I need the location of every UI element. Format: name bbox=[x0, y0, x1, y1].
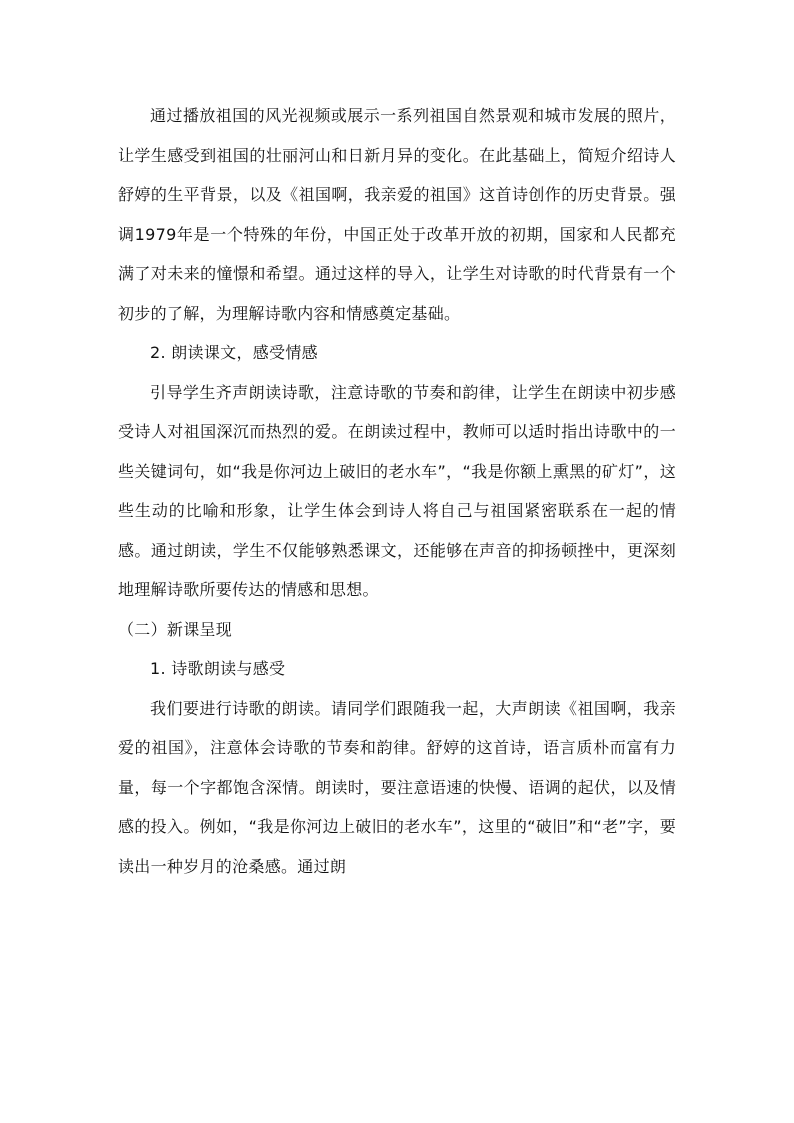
subheading-poem-reading: 1. 诗歌朗读与感受 bbox=[150, 659, 286, 678]
body-paragraph-poem-reading: 我们要进行诗歌的朗读。请同学们跟随我一起，大声朗读《祖国啊，我亲爱的祖国》，注意体会诗歌的节奏和韵律。舒婷的这首诗，语言质朴而富有力量，每一个字都饱含深情。朗读时，要注意语速的快慢、语调的起伏，以及情感的投入。例如，“我是你河边上破旧的老水车”，这里的“破旧”和“老”字，要读出一种岁月的沧桑感。通过朗 bbox=[118, 698, 676, 876]
document-body bbox=[118, 96, 676, 886]
subheading-read-text: 2. 朗读课文，感受情感 bbox=[150, 343, 318, 362]
body-paragraph-intro: 通过播放祖国的风光视频或展示一系列祖国自然景观和城市发展的照片，让学生感受到祖国的壮丽河山和日新月异的变化。在此基础上，简短介绍诗人舒婷的生平背景，以及《祖国啊，我亲爱的祖国》这首诗创作的历史背景。强调1979年是一个特殊的年份，中国正处于改革开放的初期，国家和人民都充满了对未来的憧憬和希望。通过这样的导入，让学生对诗歌的时代背景有一个初步的了解，为理解诗歌内容和情感奠定基础。 bbox=[118, 106, 676, 323]
section-heading-new-lesson: （二）新课呈现 bbox=[118, 619, 233, 639]
body-paragraph-reading: 引导学生齐声朗读诗歌，注意诗歌的节奏和韵律，让学生在朗读中初步感受诗人对祖国深沉而热烈的爱。在朗读过程中，教师可以适时指出诗歌中的一些关键词句，如“我是你河边上破旧的老水车”，“我是你额上熏黑的矿灯”，这些生动的比喻和形象，让学生体会到诗人将自己与祖国紧密联系在一起的情感。通过朗读，学生不仅能够熟悉课文，还能够在声音的抑扬顿挫中，更深刻地理解诗歌所要传达的情感和思想。 bbox=[118, 382, 676, 599]
